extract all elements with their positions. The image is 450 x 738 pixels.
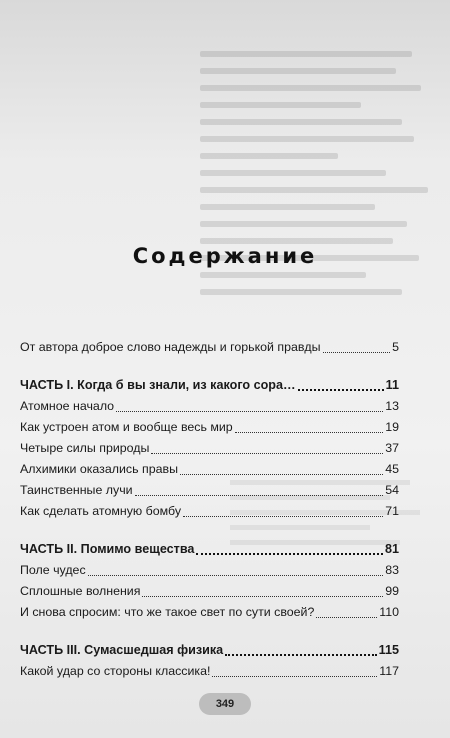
table-of-contents: [20, 337, 399, 682]
toc-entry-page: 54: [385, 483, 399, 497]
toc-entry-title: ЧАСТЬ II. Помимо вещества: [20, 542, 195, 556]
toc-entry-title: От автора доброе слово надежды и горькой правды: [20, 340, 321, 354]
toc-entry-title: ЧАСТЬ I. Когда б вы знали, из какого сора…: [20, 378, 296, 392]
toc-entry-page: 13: [385, 399, 399, 413]
toc-entry-title: И снова спросим: что же такое свет по сути своей?: [20, 605, 315, 619]
toc-part-heading: [20, 640, 399, 661]
toc-entry: [20, 661, 399, 682]
toc-entry-page: 115: [378, 643, 399, 657]
toc-entry-title: Сплошные волнения: [20, 584, 141, 598]
toc-entry-title: Атомное начало: [20, 399, 115, 413]
dot-leader: [298, 388, 384, 391]
toc-entry: [20, 501, 399, 522]
toc-entry-title: Как сделать атомную бомбу: [20, 504, 182, 518]
toc-entry-title: Алхимики оказались правы: [20, 462, 178, 476]
dot-leader: [116, 410, 383, 412]
dot-leader: [88, 574, 384, 576]
toc-entry-page: 110: [379, 605, 399, 619]
toc-entry-page: 83: [385, 563, 399, 577]
toc-entry-page: 5: [392, 340, 399, 354]
dot-leader: [180, 473, 383, 475]
toc-entry: [20, 602, 399, 623]
toc-entry-title: Четыре силы природы: [20, 441, 150, 455]
toc-part-heading: [20, 539, 399, 560]
toc-entry: [20, 581, 399, 602]
toc-entry: [20, 417, 399, 438]
dot-leader: [323, 351, 391, 353]
dot-leader: [183, 515, 383, 517]
toc-entry-title: Какой удар со стороны классика!: [20, 664, 211, 678]
dot-leader: [316, 616, 377, 618]
page-title: Содержание: [132, 244, 318, 268]
toc-entry: [20, 337, 399, 358]
dot-leader: [235, 431, 384, 433]
toc-entry-title: Как устроен атом и вообще весь мир: [20, 420, 233, 434]
toc-entry-page: 81: [384, 542, 399, 556]
toc-entry-page: 11: [385, 378, 399, 392]
toc-part-heading: [20, 375, 399, 396]
toc-entry: [20, 560, 399, 581]
dot-leader: [142, 595, 383, 597]
toc-entry-page: 37: [385, 441, 399, 455]
toc-entry-page: 45: [385, 462, 399, 476]
dot-leader: [225, 653, 377, 656]
toc-entry-title: Поле чудес: [20, 563, 86, 577]
dot-leader: [151, 452, 383, 454]
toc-entry-page: 99: [385, 584, 399, 598]
toc-entry: [20, 396, 399, 417]
toc-entry-page: 71: [385, 504, 399, 518]
bleed-through-text: [200, 40, 430, 340]
toc-entry: [20, 459, 399, 480]
toc-entry: [20, 480, 399, 501]
toc-entry-title: ЧАСТЬ III. Сумасшедшая физика: [20, 643, 224, 657]
dot-leader: [196, 552, 383, 555]
toc-entry-page: 19: [385, 420, 399, 434]
toc-entry-title: Таинственные лучи: [20, 483, 133, 497]
toc-entry: [20, 438, 399, 459]
dot-leader: [135, 494, 384, 496]
toc-entry-page: 117: [379, 664, 399, 678]
page-number: 349: [199, 693, 251, 715]
dot-leader: [212, 675, 377, 677]
